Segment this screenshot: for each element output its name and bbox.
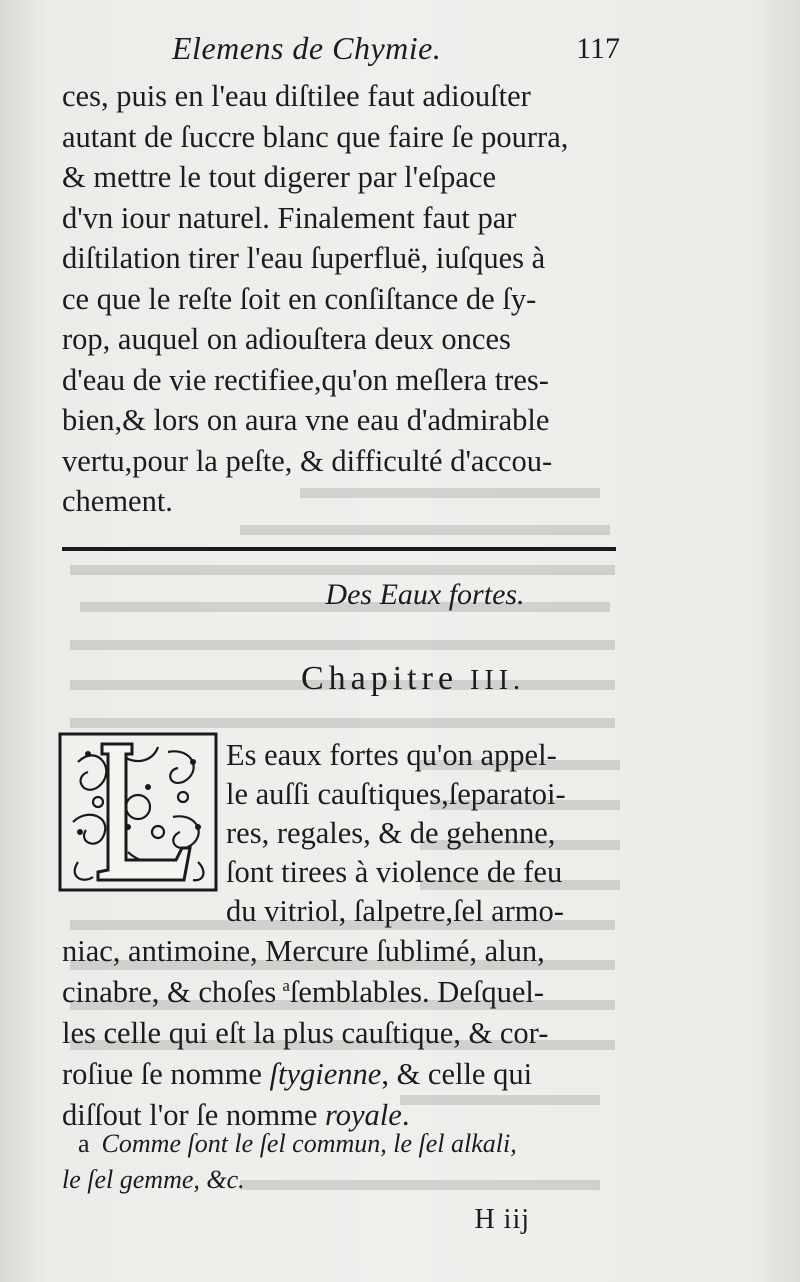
text-line: niac, antimoine, Mercure ſublimé, alun, [62, 934, 545, 968]
text-line: bien,& lors on aura vne eau d'admirable [62, 403, 550, 437]
italic-term: ſtygienne [269, 1057, 382, 1091]
text-line: chement. [62, 484, 173, 518]
footnote-line: le ſel gemme, &c. [62, 1165, 245, 1194]
text-line: vertu,pour la peſte, & difficulté d'accou- [62, 443, 553, 478]
chapter-heading [0, 660, 800, 698]
footnote-line: a Comme ſont le ſel commun, le ſel alkali, [78, 1126, 623, 1162]
text-line: rop, auquel on adiouſtera deux onces [62, 322, 511, 356]
text-line: roſiue ſe nomme ſtygienne, & celle qui [62, 1054, 618, 1095]
text-line: du vitriol, ſalpetre,ſel armo- [226, 894, 564, 928]
text-line: d'eau de vie rectifiee,qu'on meſlera tres- [62, 362, 549, 397]
text-line: diſſout l'or ſe nomme royale. [62, 1095, 618, 1136]
footnote [62, 1126, 623, 1198]
text-line: les celle qui eſt la plus cauſtique, & cor- [62, 1016, 549, 1050]
text-line: ce que le reſte ſoit en conſiſtance de ſy- [62, 281, 537, 316]
text-line: le auſſi cauſtiques,ſeparatoi- [226, 777, 566, 811]
paragraph-chapter-full [62, 931, 618, 1136]
text-line: res, regales, & de gehenne, [226, 816, 556, 850]
chapter-numeral: III. [470, 665, 526, 696]
paragraph-chapter-indented [226, 736, 618, 931]
text-line: ces, puis en l'eau diſtilee faut adiouſter [62, 79, 531, 113]
page-number: 117 [576, 32, 620, 65]
text-line: cinabre, & choſes aſemblables. Deſquel- [62, 975, 545, 1009]
signature-mark: H iij [474, 1204, 530, 1235]
text-line: diſtilation tirer l'eau ſuperfluë, iuſques à [62, 241, 546, 275]
paragraph-continued [62, 76, 618, 522]
chapter-word: Chapitre [300, 660, 459, 697]
text-line: Es eaux fortes qu'on appel- [226, 738, 557, 772]
text-line: autant de ſuccre blanc que faire ſe pourra, [62, 119, 569, 154]
running-head-title: Elemens de Chymie. [172, 30, 442, 66]
text-line: & mettre le tout digerer par l'eſpace [62, 160, 496, 194]
text-line: d'vn iour naturel. Finalement faut par [62, 200, 517, 235]
section-title: Des Eaux fortes. [325, 578, 525, 611]
section-divider [62, 547, 616, 551]
text-line: ſont tirees à violence de feu [226, 855, 563, 889]
running-head [60, 28, 620, 72]
italic-term: royale [325, 1098, 402, 1132]
decorated-initial-L [58, 732, 218, 892]
footnote-marker: a [78, 1129, 90, 1158]
